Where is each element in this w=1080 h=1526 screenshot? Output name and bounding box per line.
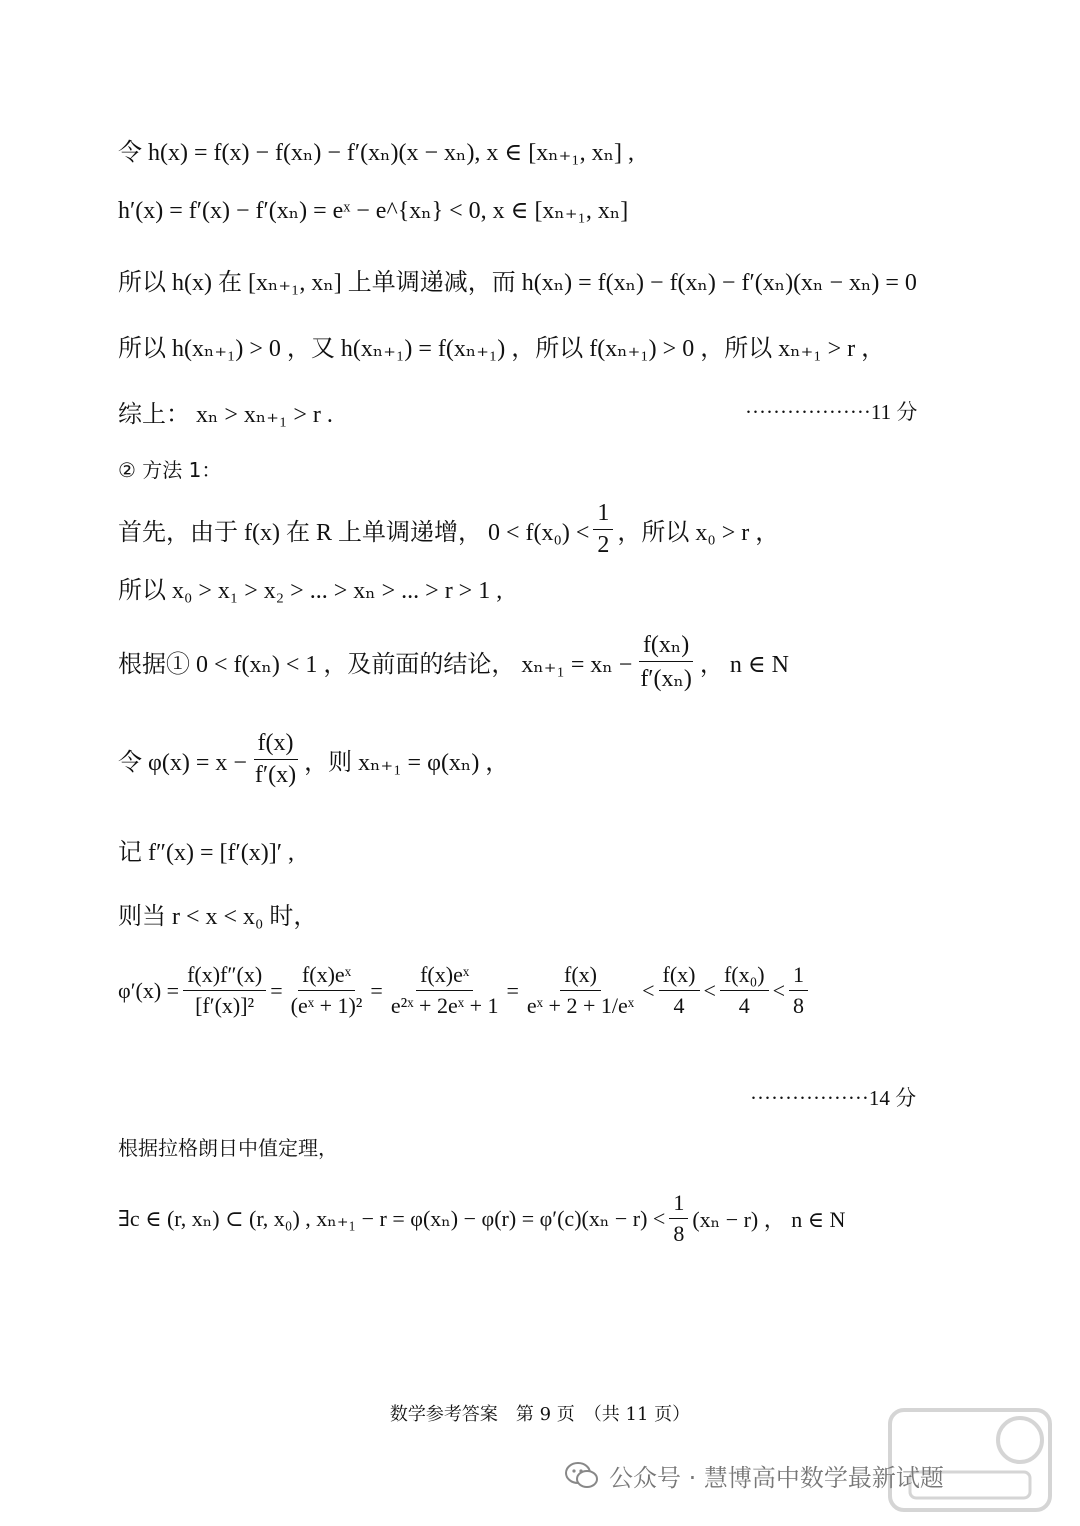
score-11: ··················11 分 (745, 400, 918, 424)
line-conclusion: 综上： xₙ > xₙ₊₁ > r . (118, 402, 333, 428)
line-mvt (118, 1190, 845, 1247)
fraction-2 (287, 962, 367, 1019)
denominator: [f′(x)]² (195, 993, 255, 1018)
text: ，所以 x₀ > r ， (617, 520, 780, 546)
line-h-positive: 所以 h(xₙ₊₁) > 0 ，又 h(xₙ₊₁) = f(xₙ₊₁) ，所以 f(xₙ₊₁) > 0 ，所以 xₙ₊₁ > r ， (118, 336, 886, 362)
line-when: 则当 r < x < x₀ 时， (118, 904, 318, 930)
equals: = (270, 977, 283, 1003)
fraction-3 (387, 962, 503, 1019)
score-14: ·················14 分 (750, 1086, 917, 1110)
numerator: f(xₙ) (639, 630, 693, 662)
fraction-eighth (669, 1190, 688, 1247)
line-phi-derivative (118, 962, 812, 1019)
less-than: < (642, 977, 655, 1003)
equals: = (506, 977, 519, 1003)
numerator: f(x) (560, 962, 601, 991)
lhs: φ′(x) = (118, 977, 180, 1003)
watermark (565, 1458, 944, 1493)
numerator: f(x)f″(x) (183, 962, 266, 991)
numerator: 1 (669, 1190, 688, 1219)
denominator: 4 (673, 993, 685, 1018)
fraction-4 (523, 962, 638, 1019)
denominator: 2 (597, 532, 610, 558)
fraction-newton (636, 630, 696, 693)
line-h-derivative: h′(x) = f′(x) − f′(xₙ) = eˣ − e^{xₙ} < 0, x ∈ [xₙ₊₁, xₙ] (118, 198, 629, 224)
line-newton (118, 630, 789, 693)
denominator: (eˣ + 1)² (290, 993, 363, 1018)
numerator: f(x₀) (720, 962, 769, 991)
line-second-derivative: 记 f″(x) = [f′(x)]′ , (118, 840, 294, 866)
text: 令 φ(x) = x − (118, 750, 247, 776)
line-phi-def (118, 730, 509, 789)
less-than: < (703, 977, 716, 1003)
numerator: 1 (789, 962, 808, 991)
fraction-phi (251, 730, 300, 789)
page-footer: 数学参考答案 第 9 页 （共 11 页） (389, 1404, 691, 1425)
text: ∃c ∈ (r, xₙ) ⊂ (r, x₀) , xₙ₊₁ − r = φ(xₙ) − φ(r) = φ′(c)(xₙ − r) < (118, 1205, 666, 1231)
denominator: 8 (673, 1221, 685, 1246)
denominator: 8 (793, 993, 805, 1018)
text: ，则 xₙ₊₁ = φ(xₙ) ， (304, 750, 510, 776)
text: 首先，由于 f(x) 在 R 上单调递增， 0 < f(x₀) < (118, 520, 590, 546)
fraction-5 (659, 962, 700, 1019)
numerator: f(x)eˣ (298, 962, 355, 991)
line-chain: 所以 x₀ > x₁ > x₂ > ... > xₙ > ... > r > 1 , (118, 578, 503, 604)
fraction-1 (183, 962, 266, 1019)
numerator: 1 (593, 500, 613, 530)
text: (xₙ − r) ， n ∈ N (692, 1207, 846, 1232)
denominator: f′(xₙ) (640, 666, 692, 692)
fraction-7 (789, 962, 808, 1019)
line-h-def: 令 h(x) = f(x) − f(xₙ) − f′(xₙ)(x − xₙ), x ∈ [xₙ₊₁, xₙ] , (118, 140, 634, 166)
wechat-icon (565, 1461, 599, 1491)
line-lagrange: 根据拉格朗日中值定理， (118, 1136, 338, 1160)
line-first (118, 500, 779, 559)
text: 根据① 0 < f(xₙ) < 1 ，及前面的结论， xₙ₊₁ = xₙ − (118, 652, 633, 678)
less-than: < (772, 977, 786, 1003)
watermark-text: 公众号 · 慧博高中数学最新试题 (609, 1464, 944, 1492)
numerator: f(x) (254, 730, 298, 760)
text: ， n ∈ N (699, 652, 790, 678)
denominator: eˣ + 2 + 1/eˣ (526, 993, 635, 1018)
fraction-6 (720, 962, 769, 1019)
line-method-1: ② 方法 1： (118, 458, 222, 482)
numerator: f(x)eˣ (416, 962, 473, 991)
denominator: f′(x) (254, 762, 297, 788)
denominator: 4 (738, 993, 750, 1018)
numerator: f(x) (659, 962, 700, 991)
fraction-half (593, 500, 613, 559)
line-h-decreasing: 所以 h(x) 在 [xₙ₊₁, xₙ] 上单调递减，而 h(xₙ) = f(xₙ) − f(xₙ) − f′(xₙ)(xₙ − xₙ) = 0 (118, 270, 917, 296)
denominator: e²ˣ + 2eˣ + 1 (390, 993, 499, 1018)
equals: = (370, 977, 383, 1003)
